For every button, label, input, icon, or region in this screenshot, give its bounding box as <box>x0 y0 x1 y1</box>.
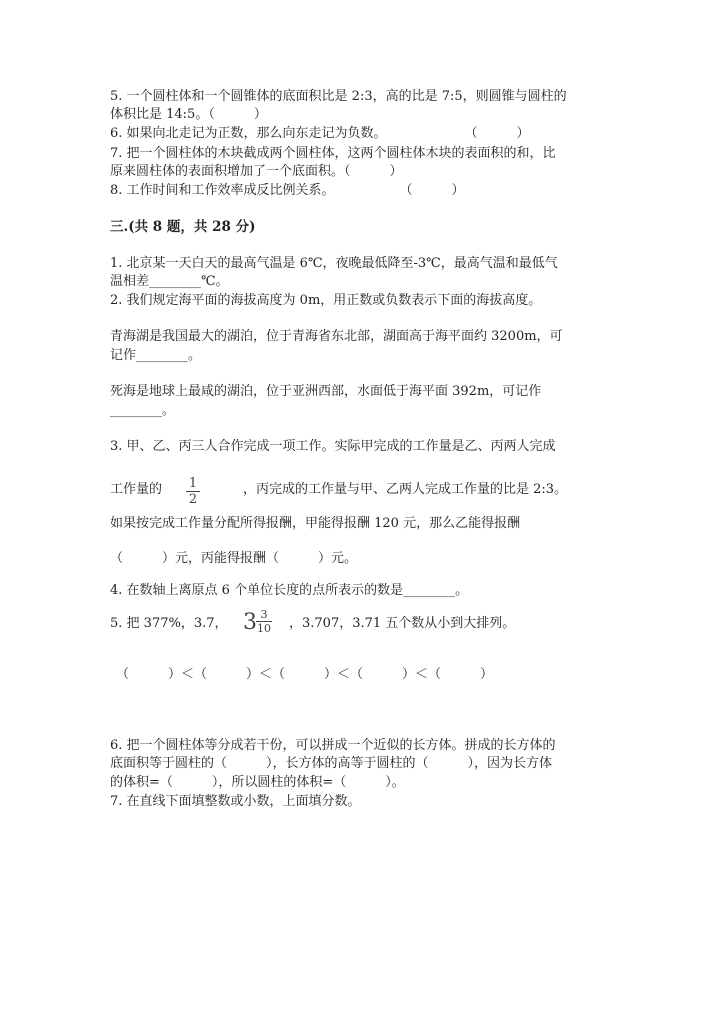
fill-q5-start: 5. 把 377%，3.7， <box>110 616 228 631</box>
fraction-denominator: 2 <box>188 492 198 507</box>
fill-q1-line1: 1. 北京某一天白天的最高气温是 6℃，夜晚最低降至-3℃，最高气温和最低气 <box>110 256 558 271</box>
fraction-numerator: 1 <box>188 476 198 491</box>
fraction-denominator: 10 <box>257 622 271 635</box>
fill-q3-line1: 3. 甲、乙、丙三人合作完成一项工作。实际甲完成的工作量是乙、丙两人完成 <box>110 439 556 454</box>
mixed-number-whole: 3 <box>243 610 257 635</box>
fill-q4: 4. 在数轴上离原点 6 个单位长度的点所表示的数是________。 <box>110 583 469 598</box>
judge-q7-line2: 原来圆柱体的表面积增加了一个底面积。（ ） <box>110 164 403 179</box>
fill-q2-qinghai-line2: 记作________。 <box>110 348 202 363</box>
judge-q6: 6. 如果向北走记为正数，那么向东走记为负数。 （ ） <box>110 126 530 141</box>
fill-q3-line4: （ ）元，丙能得报酬（ ）元。 <box>110 551 358 566</box>
fraction-numerator: 3 <box>260 608 268 621</box>
fill-q6-line1: 6. 把一个圆柱体等分成若干份，可以拼成一个近似的长方体。拼成的长方体的 <box>110 738 556 753</box>
fill-q2-sihai-line2: ________。 <box>110 403 176 418</box>
judge-q5-line2: 体积比是 14:5。（ ） <box>110 107 267 122</box>
fill-q1-line2: 温相差________℃。 <box>110 274 229 289</box>
fill-q7: 7. 在直线下面填整数或小数，上面填分数。 <box>110 794 361 809</box>
fill-q3-line2-start: 工作量的 <box>110 482 163 497</box>
section-heading: 三.(共 8 题，共 28 分) <box>110 219 256 235</box>
judge-q7-line1: 7. 把一个圆柱体的木块截成两个圆柱体，这两个圆柱体木块的表面积的和，比 <box>110 146 556 161</box>
fill-q3-line2-end: ，丙完成的工作量与甲、乙两人完成工作量的比是 2:3。 <box>243 482 568 497</box>
judge-q8: 8. 工作时间和工作效率成反比例关系。 （ ） <box>110 183 465 198</box>
judge-q5-line1: 5. 一个圆柱体和一个圆锥体的底面积比是 2:3，高的比是 7:5，则圆锥与圆柱的 <box>110 89 567 104</box>
fill-q5-order-blanks: （ ）＜（ ）＜（ ）＜（ ）＜（ ） <box>116 667 494 682</box>
fill-q2-line1: 2. 我们规定海平面的海拔高度为 0m，用正数或负数表示下面的海拔高度。 <box>110 293 542 308</box>
fill-q6-line3: 的体积=（ ），所以圆柱的体积=（ ）。 <box>110 775 405 790</box>
fill-q6-line2: 底面积等于圆柱的（ ），长方体的高等于圆柱的（ ），因为长方体 <box>110 756 553 771</box>
fill-q2-qinghai-line1: 青海湖是我国最大的湖泊，位于青海省东北部，湖面高于海平面约 3200m，可 <box>110 329 563 344</box>
fill-q2-sihai-line1: 死海是地球上最咸的湖泊，位于亚洲西部，水面低于海平面 392m，可记作 <box>110 384 542 399</box>
fill-q5-end: ，3.707，3.71 五个数从小到大排列。 <box>289 616 516 631</box>
mixed-number-fraction <box>256 608 272 635</box>
fraction-one-half <box>186 476 200 507</box>
fill-q3-line3: 如果按完成工作量分配所得报酬，甲能得报酬 120 元，那么乙能得报酬 <box>110 516 521 531</box>
